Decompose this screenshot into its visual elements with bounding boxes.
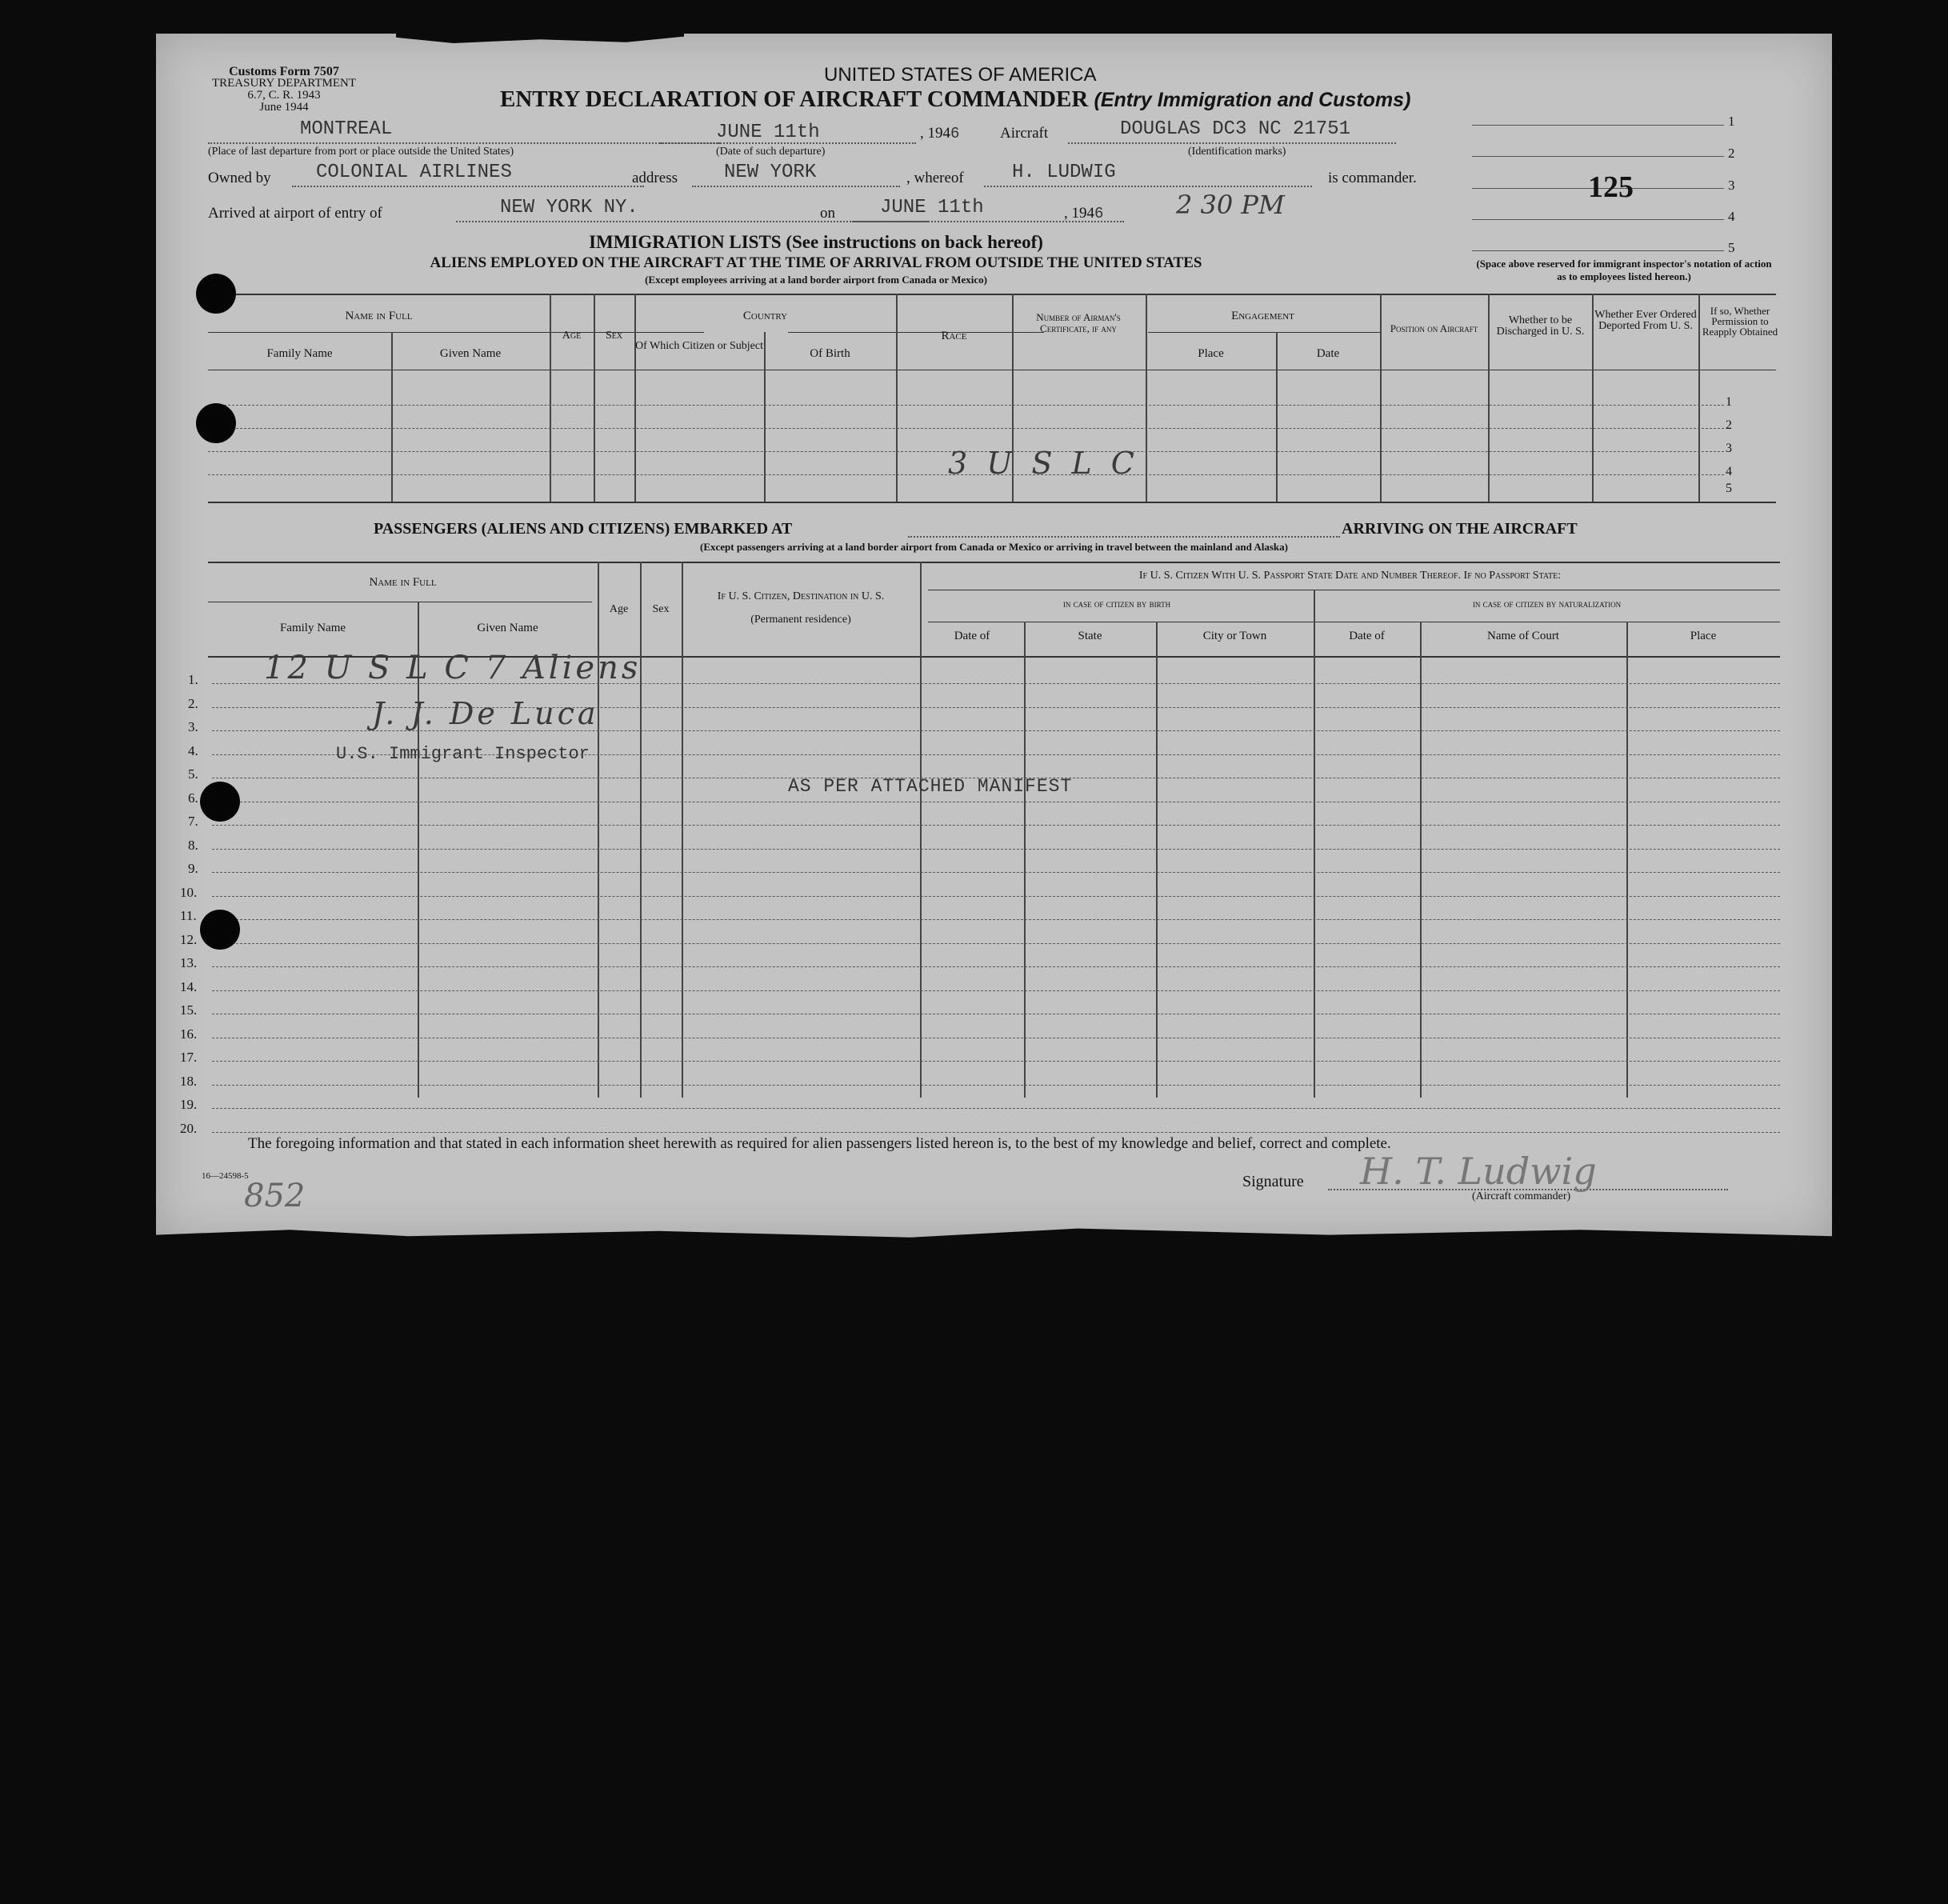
departure-place-caption: (Place of last departure from port or place outside the United States) — [208, 146, 514, 158]
col-race: Race — [941, 330, 967, 342]
col-age: Age — [562, 330, 582, 342]
immigration-handwritten-note: 3 U S L C — [948, 446, 1139, 481]
pass-col-naturalization-group: in case of citizen by naturalization — [1472, 598, 1622, 610]
passenger-row-number: 2. — [188, 695, 198, 711]
punch-hole — [200, 910, 240, 950]
arrival-date: JUNE 11th — [880, 197, 984, 218]
inspector-signature: J. J. De Luca — [372, 696, 599, 731]
passenger-row-line — [212, 943, 1780, 944]
arrival-year: , 1946 — [1064, 205, 1104, 222]
passenger-row-number: 4. — [188, 742, 198, 758]
owner-address: NEW YORK — [724, 162, 817, 183]
commander-suffix: is commander. — [1328, 170, 1417, 186]
col-citizen-of: Of Which Citizen or Subject — [635, 340, 763, 352]
col-engagement: Engagement — [1231, 310, 1294, 322]
passenger-row-number: 8. — [188, 837, 198, 853]
col-country-of-birth: Of Birth — [810, 347, 850, 360]
pass-col-birth-date: Date of — [954, 630, 990, 642]
passenger-row-number: 18. — [180, 1073, 198, 1089]
passenger-row-number: 13. — [180, 955, 198, 970]
col-given-name: Given Name — [439, 347, 502, 360]
col-name-in-full: Name in Full — [345, 310, 413, 322]
aircraft-identification: DOUGLAS DC3 NC 21751 — [1120, 118, 1351, 140]
passengers-heading-left: PASSENGERS (ALIENS AND CITIZENS) EMBARKED AT — [374, 520, 793, 538]
arrival-label: Arrived at airport of entry of — [208, 205, 382, 222]
form-title — [500, 86, 1410, 113]
passenger-row-line — [212, 990, 1780, 991]
passenger-row-number: 3. — [188, 719, 198, 734]
passenger-row-line — [212, 1061, 1780, 1062]
passenger-row-line — [212, 896, 1780, 897]
pass-col-birth-group: in case of citizen by birth — [1062, 598, 1171, 610]
owned-by-label: Owned by — [208, 170, 271, 186]
regulation-code: 6.7, C. R. 1943 — [247, 89, 321, 102]
passengers-note: (Except passengers arriving at a land border airport from Canada or Mexico or arriving in travel between the mainland and Alaska) — [700, 541, 1288, 553]
passenger-row-number: 11. — [180, 908, 197, 923]
passenger-row-number: 7. — [188, 814, 198, 829]
address-label: address — [632, 170, 678, 186]
form-identification — [188, 66, 380, 114]
passengers-heading-right: ARRIVING ON THE AIRCRAFT — [1342, 520, 1578, 538]
declaration-form — [156, 34, 1832, 1240]
passenger-row-number: 15. — [180, 1002, 198, 1018]
passenger-handwritten-count: 12 U S L C 7 Aliens — [264, 650, 642, 686]
signature-caption: (Aircraft commander) — [1472, 1190, 1571, 1202]
passenger-row-number: 1. — [188, 672, 198, 687]
reserved-space-note: (Space above reserved for immigrant inspector's notation of action as to employees listed hereon.) — [1476, 258, 1772, 282]
pass-col-given-name: Given Name — [477, 622, 538, 634]
punch-hole — [196, 403, 236, 443]
passenger-row-number: 10. — [180, 884, 198, 900]
pass-col-sex: Sex — [652, 603, 670, 615]
owner-name: COLONIAL AIRLINES — [316, 162, 512, 183]
row-number: 3 — [1726, 442, 1732, 455]
col-sex: Sex — [605, 330, 623, 342]
passenger-row-number: 19. — [180, 1097, 198, 1112]
print-code: 16—24598-5 — [202, 1171, 249, 1181]
row-number: 1 — [1726, 395, 1732, 409]
pass-col-age: Age — [609, 603, 629, 615]
passenger-row-line — [212, 825, 1780, 826]
inspector-stamp: U.S. Immigrant Inspector — [336, 744, 590, 764]
reserved-line-number: 2 — [1728, 146, 1735, 161]
passenger-row-line — [212, 872, 1780, 873]
passenger-row-number: 17. — [180, 1050, 198, 1065]
col-country: Country — [742, 310, 788, 322]
departure-date-caption: (Date of such departure) — [716, 146, 826, 158]
passenger-row-number: 14. — [180, 978, 198, 994]
edition-date: June 1944 — [259, 101, 309, 114]
passenger-row-line — [212, 1085, 1780, 1086]
declaration-text: The foregoing information and that stated in each information sheet herewith as required for alien passengers listed hereon is, to the best of my knowledge and belief, correct and complete. — [248, 1135, 1391, 1152]
punch-hole — [196, 274, 236, 314]
aircraft-caption: (Identification marks) — [1188, 146, 1286, 158]
passenger-row-number: 16. — [180, 1026, 198, 1042]
passenger-row-number: 6. — [188, 790, 198, 806]
arrival-on-label: on — [820, 205, 835, 222]
department-name: TREASURY DEPARTMENT — [211, 77, 357, 90]
reserved-line-number: 5 — [1728, 240, 1735, 255]
whereof-label: , whereof — [906, 170, 964, 186]
passenger-row-number: 12. — [180, 931, 198, 947]
country-heading: UNITED STATES OF AMERICA — [824, 64, 1097, 86]
departure-date: JUNE 11th — [716, 122, 820, 143]
row-number: 5 — [1726, 482, 1732, 495]
col-deported: Whether Ever Ordered Deported From U. S. — [1594, 309, 1697, 332]
col-position: Position on Aircraft — [1390, 322, 1478, 334]
col-engagement-date: Date — [1316, 347, 1340, 360]
commander-name: H. LUDWIG — [1012, 162, 1116, 183]
arrival-time: 2 30 PM — [1176, 190, 1285, 220]
commander-signature: H. T. Ludwig — [1360, 1150, 1597, 1193]
immigration-note: (Except employees arriving at a land border airport from Canada or Mexico) — [645, 274, 987, 286]
departure-place: MONTREAL — [300, 118, 393, 140]
reserved-line-number: 1 — [1728, 114, 1735, 129]
row-number: 2 — [1726, 418, 1732, 432]
pass-col-court: Name of Court — [1487, 630, 1559, 642]
col-engagement-place: Place — [1198, 347, 1224, 360]
pass-col-state: State — [1078, 630, 1102, 642]
passenger-row-line — [212, 1132, 1780, 1133]
col-discharged: Whether to be Discharged in U. S. — [1496, 314, 1585, 338]
col-family-name: Family Name — [266, 347, 333, 360]
arrival-airport: NEW YORK NY. — [500, 197, 638, 218]
form-title-sub: (Entry Immigration and Customs) — [1094, 89, 1411, 111]
row-number: 4 — [1726, 465, 1732, 478]
passenger-row-line — [212, 849, 1780, 850]
manifest-stamp: AS PER ATTACHED MANIFEST — [788, 776, 1073, 797]
passenger-row-number: 9. — [188, 861, 198, 876]
passenger-row-number: 5. — [188, 766, 198, 782]
pass-col-name-in-full: Name in Full — [369, 576, 437, 589]
form-title-main: ENTRY DECLARATION OF AIRCRAFT COMMANDER — [500, 86, 1089, 112]
margin-note: 852 — [244, 1178, 306, 1214]
reserved-line-number: 3 — [1728, 178, 1735, 193]
reserved-line-number: 4 — [1728, 209, 1735, 224]
signature-label: Signature — [1242, 1173, 1304, 1190]
pass-col-destination: If U. S. Citizen, Destination in U. S. — [717, 590, 885, 602]
immigration-heading: IMMIGRATION LISTS (See instructions on back hereof) — [589, 232, 1043, 252]
pass-col-passport: If U. S. Citizen With U. S. Passport State Date and Number Thereof. If no Passport State: — [1138, 570, 1562, 582]
pass-col-destination-sub: (Permanent residence) — [750, 614, 851, 626]
form-sequence-number: 125 — [1588, 170, 1634, 204]
departure-year: , 1946 — [920, 125, 960, 142]
passenger-row-line — [212, 919, 1780, 920]
passenger-row-line — [212, 966, 1780, 967]
punch-hole — [200, 782, 240, 822]
pass-col-place: Place — [1690, 630, 1717, 642]
aircraft-label: Aircraft — [1000, 125, 1049, 142]
passenger-row-line — [212, 1108, 1780, 1109]
customs-form-number: Customs Form 7507 — [229, 65, 339, 78]
pass-col-city: City or Town — [1202, 630, 1267, 642]
passenger-row-number: 20. — [180, 1120, 198, 1136]
pass-col-family-name: Family Name — [279, 622, 346, 634]
immigration-subheading: ALIENS EMPLOYED ON THE AIRCRAFT AT THE TIME OF ARRIVAL FROM OUTSIDE THE UNITED STATES — [430, 254, 1202, 271]
pass-col-naturalization-date: Date of — [1349, 630, 1385, 642]
col-airman-certificate: Number of Airman's Certificate, if any — [1036, 311, 1121, 334]
col-reapply-permission: If so, Whether Permission to Reapply Obtained — [1702, 305, 1778, 338]
